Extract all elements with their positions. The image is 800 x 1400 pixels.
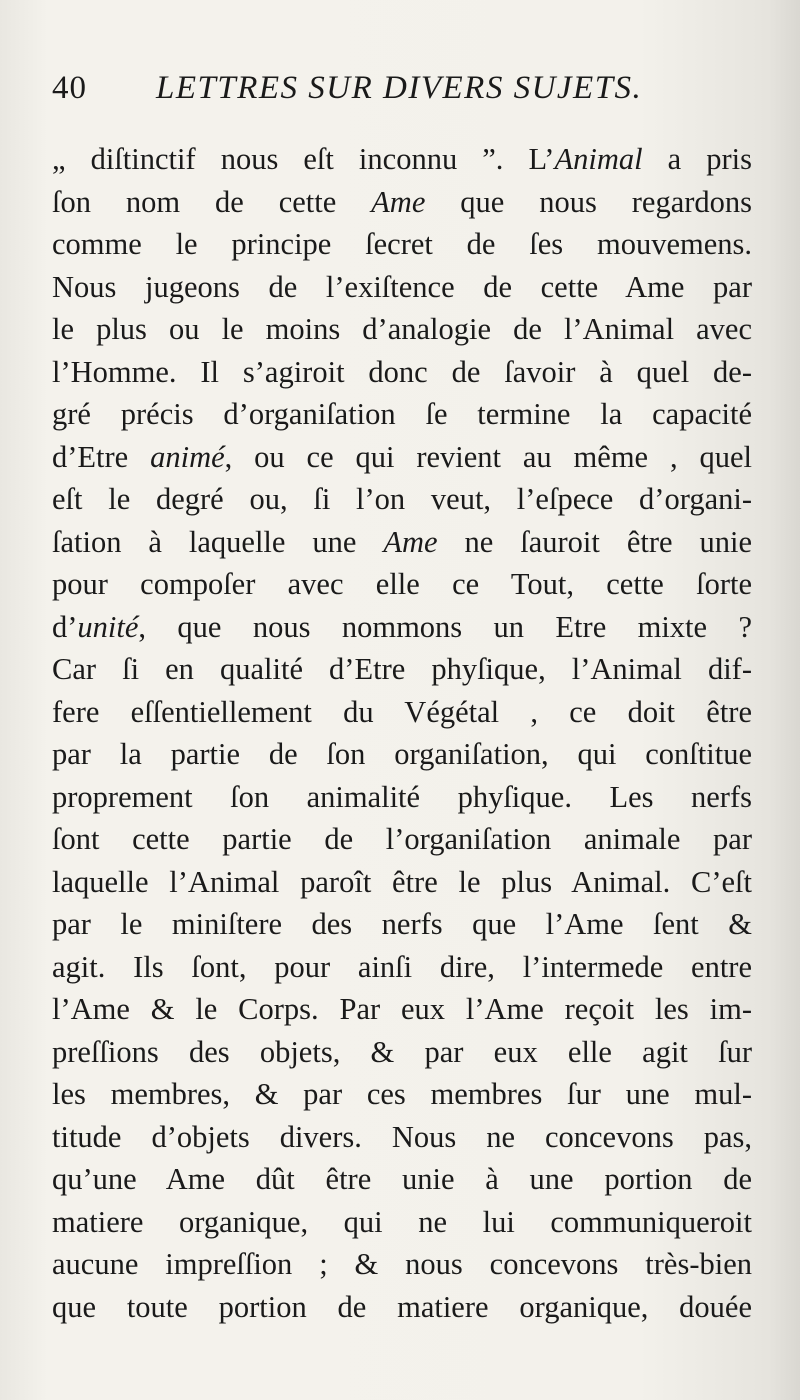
text-line xyxy=(52,988,752,1031)
text-line xyxy=(52,776,752,819)
text-segment: par le miniſtere des nerfs que l’Ame ſent & xyxy=(52,907,752,941)
text-line xyxy=(52,691,752,734)
text-line xyxy=(52,521,752,564)
text-line xyxy=(52,818,752,861)
body-text xyxy=(52,138,752,1328)
text-line xyxy=(52,393,752,436)
text-segment: ſation à laquelle une xyxy=(52,524,384,559)
page-header xyxy=(52,62,752,124)
text-segment: aucune impreſſion ; & nous concevons très-bien xyxy=(52,1247,752,1281)
text-segment: preſſions des objets, & par eux elle agit ſur xyxy=(52,1034,752,1069)
text-line xyxy=(52,903,752,946)
italic-text: Ame xyxy=(383,524,438,559)
text-segment: l’Homme. Il s’agiroit donc de ſavoir à quel de- xyxy=(52,354,752,389)
text-line xyxy=(52,181,752,224)
text-segment: comme le principe ſecret de ſes mouvemens. xyxy=(52,227,752,261)
text-segment: proprement ſon animalité phyſique. Les nerfs xyxy=(52,779,752,814)
text-segment: que nous regardons xyxy=(425,184,752,219)
text-segment: matiere organique, qui ne lui communiqueroit xyxy=(52,1204,752,1239)
text-segment: laquelle l’Animal paroît être le plus Animal. C’eſt xyxy=(52,864,752,899)
text-line xyxy=(52,138,752,181)
text-segment: Car ſi en qualité d’Etre phyſique, l’Animal dif- xyxy=(52,652,752,686)
text-line xyxy=(52,1243,752,1286)
text-line xyxy=(52,223,752,266)
text-segment: par la partie de ſon organiſation, qui conſtitue xyxy=(52,737,752,771)
text-segment: ſont cette partie de l’organiſation animale par xyxy=(52,822,752,856)
text-line xyxy=(52,266,752,309)
text-segment: agit. Ils ſont, pour ainſi dire, l’intermede entre xyxy=(52,949,752,984)
text-line xyxy=(52,436,752,479)
text-segment: pour compoſer avec elle ce Tout, cette ſorte xyxy=(52,567,752,601)
text-segment: que toute portion de matiere organique, douée xyxy=(52,1289,752,1324)
text-segment: a pris xyxy=(642,142,752,176)
text-line xyxy=(52,1116,752,1159)
italic-text: Ame xyxy=(371,184,426,219)
text-segment: titude d’objets divers. Nous ne concevons pas, xyxy=(52,1119,752,1154)
text-segment: le plus ou le moins d’analogie de l’Animal avec xyxy=(52,312,752,346)
text-segment: , que nous nommons un Etre mixte ? xyxy=(138,609,752,644)
italic-text: unité xyxy=(77,609,139,644)
text-line xyxy=(52,1286,752,1329)
italic-text: Animal xyxy=(554,142,643,176)
text-line xyxy=(52,1158,752,1201)
text-segment: eſt le degré ou, ſi l’on veut, l’eſpece d’organi- xyxy=(52,482,752,516)
text-segment: fere eſſentiellement du Végétal , ce doit être xyxy=(52,694,752,729)
text-line xyxy=(52,861,752,904)
text-line xyxy=(52,1031,752,1074)
text-line xyxy=(52,606,752,649)
text-line xyxy=(52,733,752,776)
text-segment: ſon nom de cette xyxy=(52,184,372,219)
text-segment: „ diſtinctif nous eſt inconnu ”. L’ xyxy=(52,142,555,176)
text-line xyxy=(52,478,752,521)
text-segment: qu’une Ame dût être unie à une portion de xyxy=(52,1162,752,1196)
text-line xyxy=(52,648,752,691)
page-number: 40 xyxy=(52,70,87,106)
italic-text: animé xyxy=(150,439,225,474)
text-line xyxy=(52,1073,752,1116)
running-title: LETTRES SUR DIVERS SUJETS. xyxy=(156,70,643,106)
text-line xyxy=(52,1201,752,1244)
text-line xyxy=(52,308,752,351)
text-line xyxy=(52,946,752,989)
text-segment: gré précis d’organiſation ſe termine la capacité xyxy=(52,397,752,431)
text-segment: d’ xyxy=(52,609,78,644)
text-segment: ne ſauroit être unie xyxy=(437,524,752,559)
text-segment: l’Ame & le Corps. Par eux l’Ame reçoit les im- xyxy=(52,992,752,1026)
text-segment: les membres, & par ces membres ſur une mul- xyxy=(52,1077,752,1111)
text-line xyxy=(52,351,752,394)
text-line xyxy=(52,563,752,606)
text-segment: d’Etre xyxy=(52,439,151,474)
text-segment: Nous jugeons de l’exiſtence de cette Ame par xyxy=(52,269,752,304)
text-segment: , ou ce qui revient au même , quel xyxy=(224,439,752,474)
